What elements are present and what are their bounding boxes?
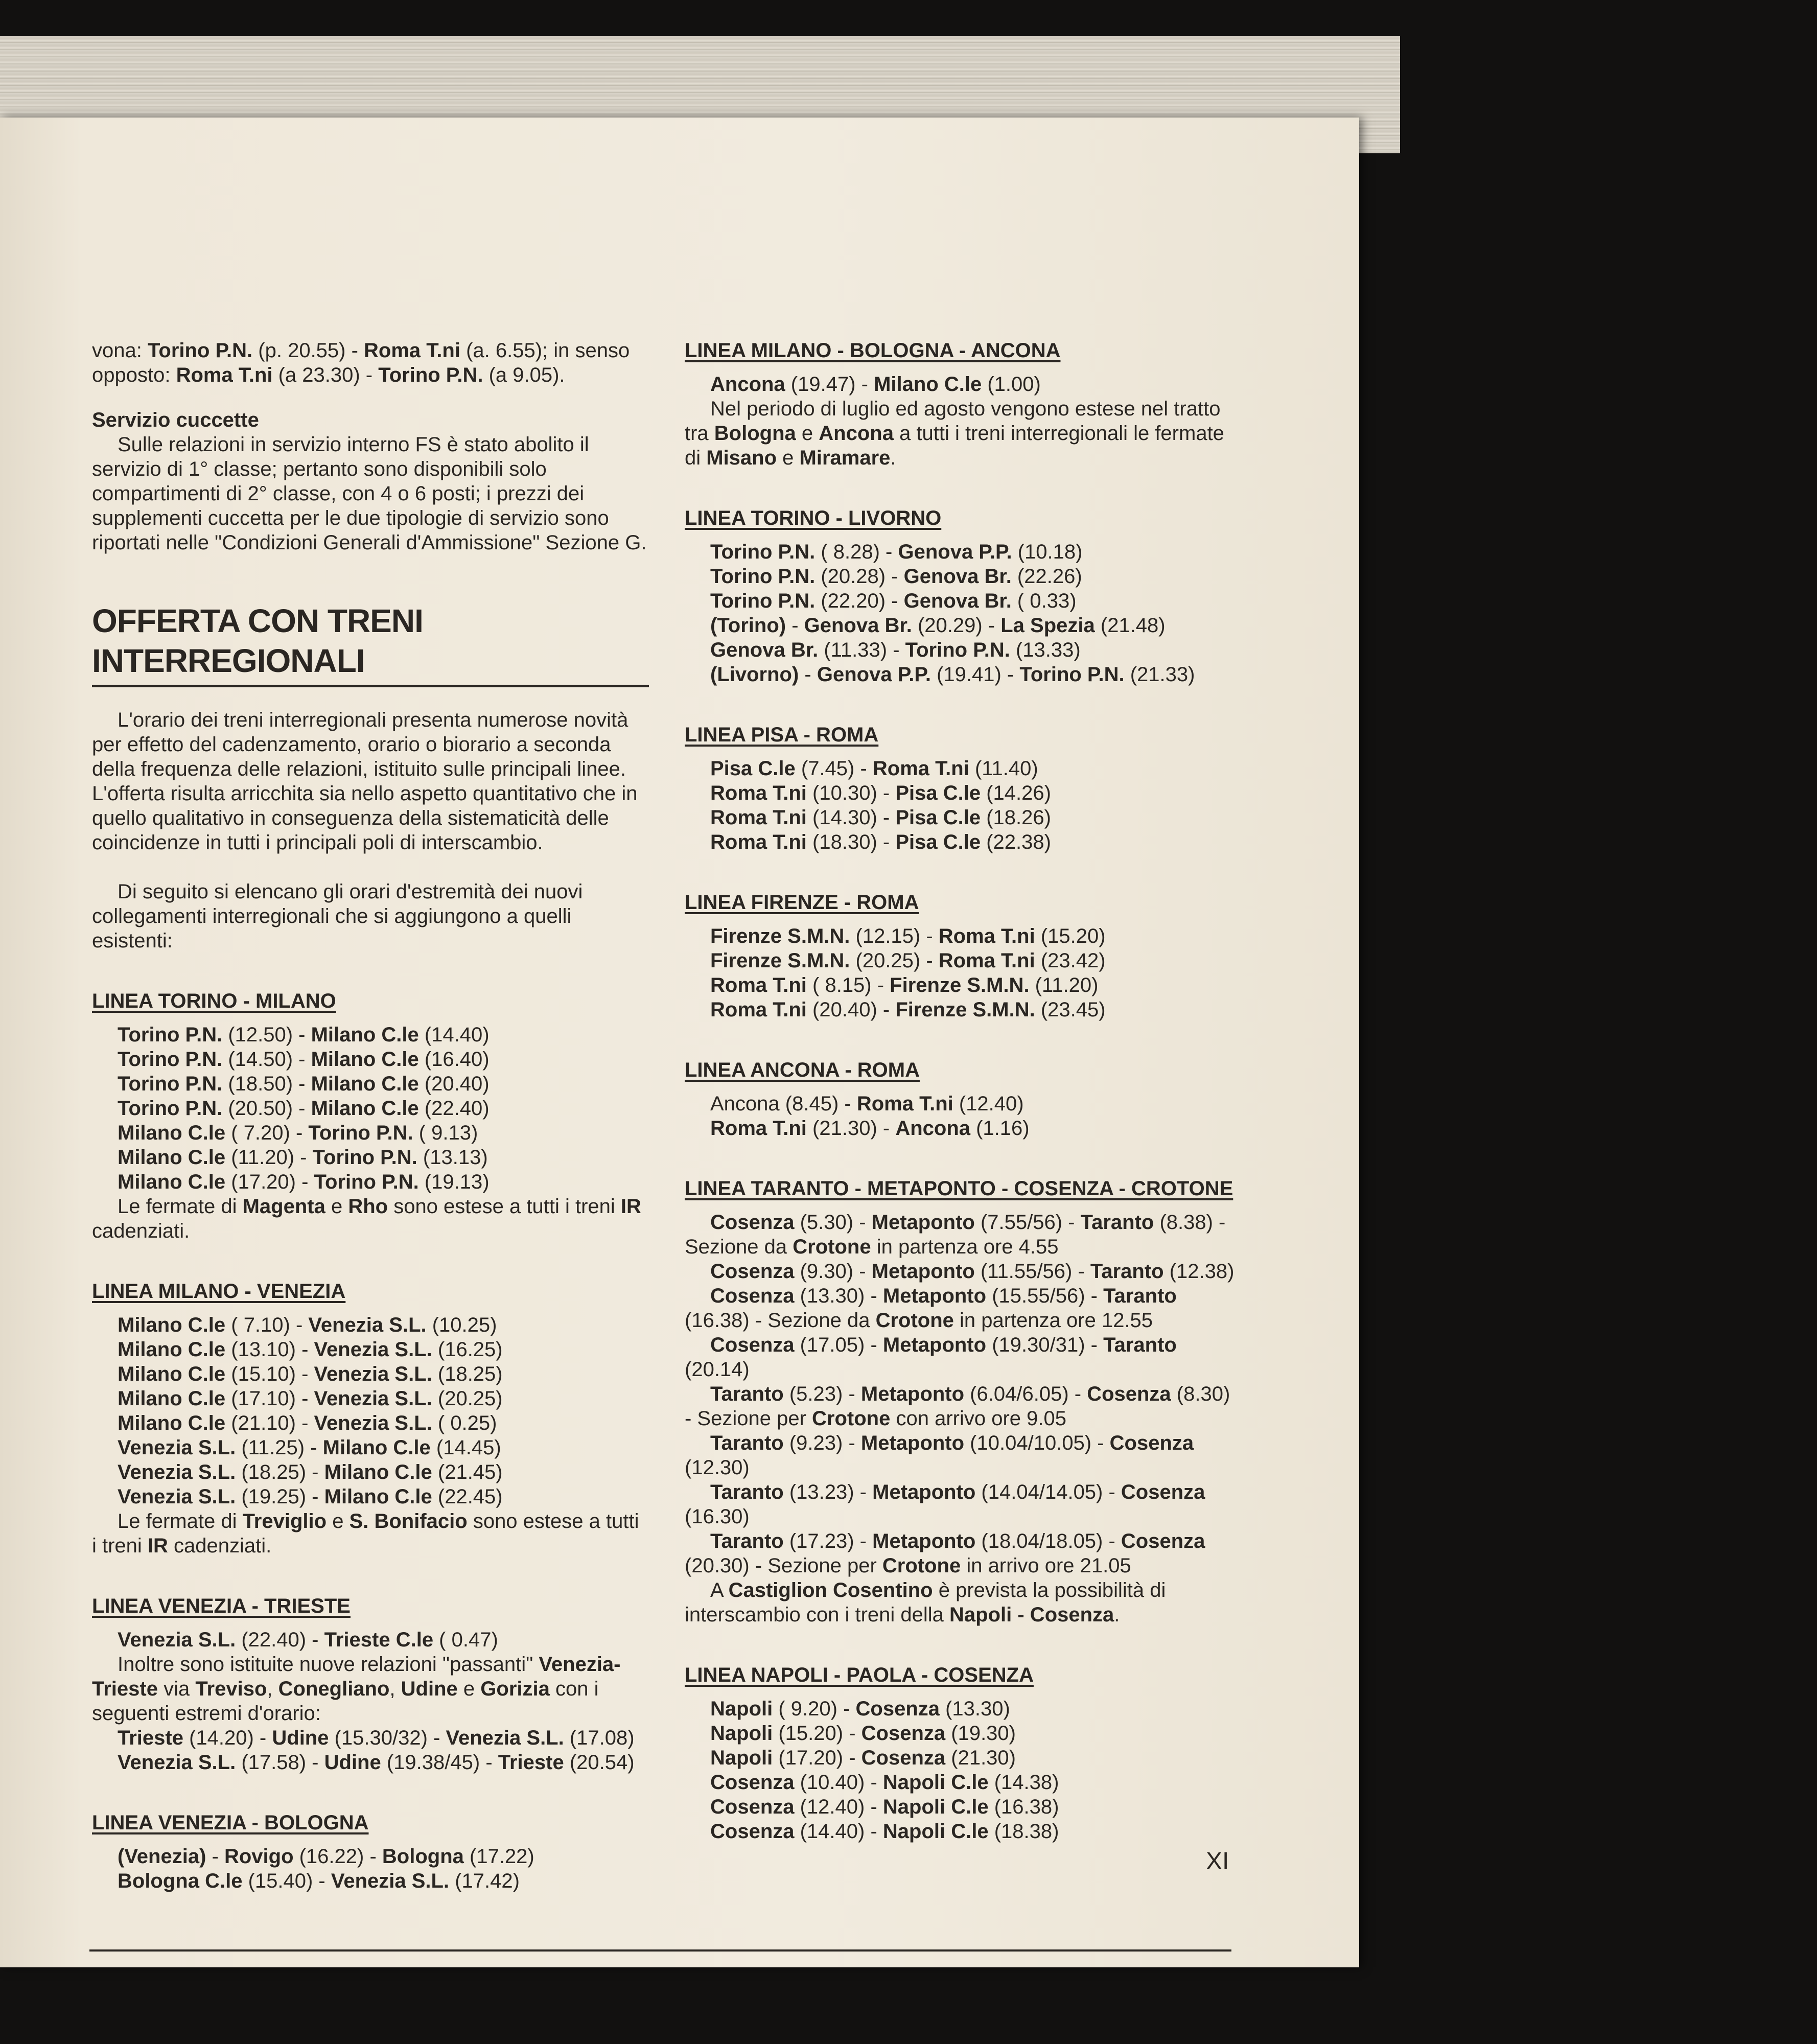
section-note: Le fermate di Magenta e Rho sono estese a tutti i treni IR cadenziati. <box>92 1195 641 1242</box>
timetable-paragraph: Taranto (9.23) - Metaponto (10.04/10.05) - Cosenza (12.30) <box>685 1432 1194 1479</box>
section-note: Nel periodo di luglio ed agosto vengono estese nel tratto tra Bologna e Ancona a tutti i treni interregionali le fermate di Misano e Miramare. <box>685 398 1224 469</box>
timetable-entry: Milano C.le (17.10) - Venezia S.L. (20.25) <box>118 1387 503 1410</box>
timetable-paragraph: A Castiglion Cosentino è prevista la possibilità di interscambio con i treni della Napoli - Cosenza. <box>685 1579 1166 1626</box>
offer-title: OFFERTA CON TRENI INTERREGIONALI <box>92 601 649 687</box>
section-title: LINEA ANCONA - ROMA <box>685 1059 920 1081</box>
book-page <box>0 118 1359 1967</box>
timetable-paragraph: Cosenza (9.30) - Metaponto (11.55/56) - Taranto (12.38) <box>710 1260 1234 1283</box>
timetable-entry: Cosenza (12.40) - Napoli C.le (16.38) <box>710 1796 1059 1818</box>
intro-paragraph: vona: Torino P.N. (p. 20.55) - Roma T.ni (a. 6.55); in senso opposto: Roma T.ni (a 23.30) - Torino P.N. (a 9.05). <box>92 339 630 386</box>
timetable-entry: Ancona (8.45) - Roma T.ni (12.40) <box>710 1093 1024 1115</box>
linea-taranto-metaponto-cosenza-crotone <box>685 1176 1242 1627</box>
section-title: LINEA TORINO - LIVORNO <box>685 507 942 529</box>
timetable-entry: Napoli (17.20) - Cosenza (21.30) <box>710 1747 1016 1769</box>
offer-paragraph-2: Di seguito si elencano gli orari d'estremità dei nuovi collegamenti interregionali che si aggiungono a quelli esistenti: <box>92 880 583 952</box>
timetable-paragraph: Taranto (5.23) - Metaponto (6.04/6.05) - Cosenza (8.30) - Sezione per Crotone con arrivo ore 9.05 <box>685 1383 1230 1430</box>
timetable-paragraph: Cosenza (5.30) - Metaponto (7.55/56) - Taranto (8.38) - Sezione da Crotone in partenza ore 4.55 <box>685 1211 1226 1258</box>
timetable-entry: Venezia S.L. (18.25) - Milano C.le (21.45) <box>118 1461 503 1483</box>
linea-torino-milano <box>92 989 649 1243</box>
offer-paragraph-1: L'orario dei treni interregionali presenta numerose novità per effetto del cadenzamento, orario o biorario a seconda della frequenza delle relazioni, istituito sulle principali linee. L'offerta risulta arricchita sia nello aspetto quantitativo che in quello qualitativo in conseguenza della sistematicità delle coincidenze in tutti i principali poli di interscambio. <box>92 709 638 854</box>
timetable-entry: Venezia S.L. (22.40) - Trieste C.le ( 0.47) <box>118 1629 498 1651</box>
timetable-entry: Genova Br. (11.33) - Torino P.N. (13.33) <box>710 639 1081 661</box>
timetable-entry: Milano C.le ( 7.20) - Torino P.N. ( 9.13) <box>118 1122 478 1144</box>
timetable-entry: Venezia S.L. (11.25) - Milano C.le (14.45) <box>118 1436 501 1459</box>
timetable-entry: Pisa C.le (7.45) - Roma T.ni (11.40) <box>710 757 1038 780</box>
timetable-entry: Roma T.ni (14.30) - Pisa C.le (18.26) <box>710 806 1051 829</box>
timetable-entry: Firenze S.M.N. (12.15) - Roma T.ni (15.20) <box>710 925 1106 947</box>
linea-milano-venezia <box>92 1279 649 1558</box>
section-title: LINEA NAPOLI - PAOLA - COSENZA <box>685 1664 1034 1686</box>
timetable-entry: Torino P.N. (20.28) - Genova Br. (22.26) <box>710 565 1082 588</box>
linea-venezia-trieste <box>92 1594 649 1775</box>
section-title: LINEA VENEZIA - TRIESTE <box>92 1595 351 1617</box>
timetable-entry: (Torino) - Genova Br. (20.29) - La Spezia (21.48) <box>710 614 1166 637</box>
timetable-entry: Milano C.le (11.20) - Torino P.N. (13.13) <box>118 1146 488 1169</box>
cuccette-title: Servizio cuccette <box>92 409 259 431</box>
timetable-entry: Roma T.ni (10.30) - Pisa C.le (14.26) <box>710 782 1051 804</box>
timetable-entry: Roma T.ni (18.30) - Pisa C.le (22.38) <box>710 831 1051 853</box>
timetable-entry: Milano C.le (13.10) - Venezia S.L. (16.25) <box>118 1338 503 1361</box>
timetable-entry: Torino P.N. (20.50) - Milano C.le (22.40) <box>118 1097 490 1120</box>
footer-rule <box>89 1949 1231 1952</box>
timetable-paragraph: Cosenza (13.30) - Metaponto (15.55/56) - Taranto (16.38) - Sezione da Crotone in partenza ore 12.55 <box>685 1285 1177 1332</box>
linea-napoli-paola-cosenza <box>685 1663 1242 1844</box>
timetable-entry: Milano C.le (17.20) - Torino P.N. (19.13) <box>118 1171 490 1193</box>
timetable-entry: Torino P.N. (12.50) - Milano C.le (14.40) <box>118 1024 490 1046</box>
timetable-entry: Torino P.N. (14.50) - Milano C.le (16.40) <box>118 1048 490 1071</box>
section-title: LINEA MILANO - VENEZIA <box>92 1280 346 1303</box>
timetable-entry: Milano C.le (21.10) - Venezia S.L. ( 0.25) <box>118 1412 497 1434</box>
timetable-entry: Cosenza (10.40) - Napoli C.le (14.38) <box>710 1771 1059 1794</box>
timetable-entry: Roma T.ni (21.30) - Ancona (1.16) <box>710 1117 1030 1140</box>
page-number: XI <box>1206 1848 1229 1875</box>
timetable-entry: Ancona (19.47) - Milano C.le (1.00) <box>710 373 1041 396</box>
section-note: Inoltre sono istituite nuove relazioni "passanti" Venezia-Trieste via Treviso, Conegliano, Udine e Gorizia con i seguenti estremi d'orario: <box>92 1653 621 1725</box>
timetable-entry: Trieste (14.20) - Udine (15.30/32) - Venezia S.L. (17.08) <box>118 1727 635 1749</box>
timetable-entry: Torino P.N. (22.20) - Genova Br. ( 0.33) <box>710 590 1077 612</box>
timetable-entry: Milano C.le ( 7.10) - Venezia S.L. (10.25) <box>118 1314 497 1336</box>
section-title: LINEA FIRENZE - ROMA <box>685 891 919 914</box>
linea-venezia-bologna <box>92 1810 649 1893</box>
timetable-entry: Torino P.N. ( 8.28) - Genova P.P. (10.18) <box>710 541 1083 563</box>
timetable-entry: (Livorno) - Genova P.P. (19.41) - Torino P.N. (21.33) <box>710 663 1195 686</box>
cuccette-text: Sulle relazioni in servizio interno FS è stato abolito il servizio di 1° classe; pertanto sono disponibili solo compartimenti di 2° classe, con 4 o 6 posti; i prezzi dei supplementi cuccetta per le due tipologie di servizio sono riportati nelle "Condizioni Generali d'Ammissione" Sezione G. <box>92 433 647 554</box>
right-column <box>685 338 1242 1844</box>
section-title: LINEA TORINO - MILANO <box>92 990 336 1012</box>
timetable-entry: Cosenza (14.40) - Napoli C.le (18.38) <box>710 1820 1059 1843</box>
linea-ancona-roma <box>685 1058 1242 1141</box>
timetable-entry: Venezia S.L. (19.25) - Milano C.le (22.45) <box>118 1485 503 1508</box>
timetable-entry: Bologna C.le (15.40) - Venezia S.L. (17.42) <box>118 1870 520 1892</box>
timetable-paragraph: Taranto (13.23) - Metaponto (14.04/14.05) - Cosenza (16.30) <box>685 1481 1205 1528</box>
section-title: LINEA MILANO - BOLOGNA - ANCONA <box>685 339 1061 362</box>
linea-firenze-roma <box>685 890 1242 1022</box>
timetable-entry: (Venezia) - Rovigo (16.22) - Bologna (17.22) <box>118 1845 534 1868</box>
timetable-entry: Venezia S.L. (17.58) - Udine (19.38/45) - Trieste (20.54) <box>118 1751 635 1774</box>
timetable-entry: Napoli ( 9.20) - Cosenza (13.30) <box>710 1698 1010 1720</box>
timetable-paragraph: Cosenza (17.05) - Metaponto (19.30/31) - Taranto (20.14) <box>685 1334 1177 1381</box>
linea-pisa-roma <box>685 723 1242 854</box>
section-title: LINEA TARANTO - METAPONTO - COSENZA - CROTONE <box>685 1177 1233 1200</box>
timetable-entry: Milano C.le (15.10) - Venezia S.L. (18.25) <box>118 1363 503 1385</box>
timetable-entry: Torino P.N. (18.50) - Milano C.le (20.40) <box>118 1073 490 1095</box>
section-note: Le fermate di Treviglio e S. Bonifacio sono estese a tutti i treni IR cadenziati. <box>92 1510 639 1557</box>
timetable-paragraph: Taranto (17.23) - Metaponto (18.04/18.05) - Cosenza (20.30) - Sezione per Crotone in arrivo ore 21.05 <box>685 1530 1205 1577</box>
timetable-entry: Firenze S.M.N. (20.25) - Roma T.ni (23.42) <box>710 949 1106 972</box>
timetable-entry: Napoli (15.20) - Cosenza (19.30) <box>710 1722 1016 1745</box>
timetable-entry: Roma T.ni (20.40) - Firenze S.M.N. (23.45) <box>710 998 1106 1021</box>
section-title: LINEA VENEZIA - BOLOGNA <box>92 1811 369 1834</box>
timetable-entry: Roma T.ni ( 8.15) - Firenze S.M.N. (11.20) <box>710 974 1099 996</box>
linea-milano-bologna-ancona <box>685 338 1242 470</box>
section-title: LINEA PISA - ROMA <box>685 724 879 746</box>
linea-torino-livorno <box>685 506 1242 687</box>
left-column <box>92 338 649 1893</box>
